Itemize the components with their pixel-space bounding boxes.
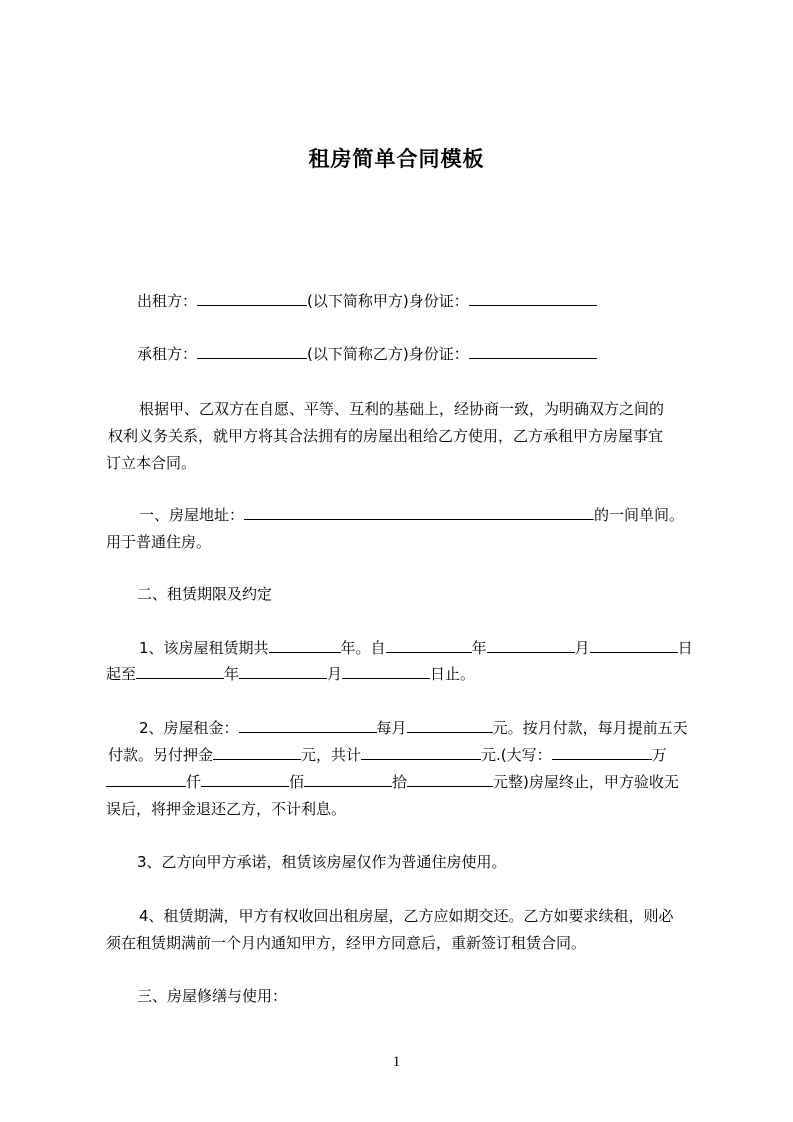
item2-text-g: 万 xyxy=(651,746,667,764)
intro-line-3: 订立本合同。 xyxy=(106,454,197,472)
section1-suffix: 的一间单间。 xyxy=(594,506,685,524)
item1-text-a: 1、该房屋租赁期共 xyxy=(139,639,269,657)
item1-text-g: 年 xyxy=(224,665,240,683)
lessee-suffix: (以下简称乙方)身份证： xyxy=(307,345,469,363)
item2-text-d: 付款。另付押金 xyxy=(108,746,214,764)
item4-line-1: 4、租赁期满，甲方有权收回出租房屋，乙方应如期交还。乙方如要求续租，则必 xyxy=(139,907,674,925)
end-day-blank xyxy=(342,664,430,679)
page-title: 租房简单合同模板 xyxy=(308,147,485,171)
item1-text-i: 日止。 xyxy=(430,665,476,683)
item4-line-2: 须在租赁期满前一个月内通知甲方，经甲方同意后，重新签订租赁合同。 xyxy=(106,934,587,952)
item1-line-2 xyxy=(106,664,475,684)
intro-line-2: 权利义务关系，就甲方将其合法拥有的房屋出租给乙方使用，乙方承租甲方房屋事宜 xyxy=(108,427,664,445)
end-year-blank xyxy=(136,664,224,679)
monthly-rent-blank xyxy=(407,718,493,733)
shi-blank xyxy=(304,772,392,787)
item2-text-h: 仟 xyxy=(186,773,202,791)
wan-blank xyxy=(552,745,652,760)
section1-prefix: 一、房屋地址： xyxy=(139,506,245,524)
item2-line-1 xyxy=(139,718,688,738)
address-blank xyxy=(244,505,594,520)
page-number: 1 xyxy=(392,1054,401,1070)
start-year-blank xyxy=(386,638,472,653)
item2-text-a: 2、房屋租金： xyxy=(139,719,239,737)
lessor-suffix: (以下简称甲方)身份证： xyxy=(307,292,469,310)
item2-line-3 xyxy=(106,772,679,792)
lessee-label: 承租方： xyxy=(137,345,198,363)
item1-text-h: 月 xyxy=(327,665,343,683)
item3-line: 3、乙方向甲方承诺，租赁该房屋仅作为普通住房使用。 xyxy=(137,853,507,871)
total-blank xyxy=(361,745,481,760)
item1-line-1 xyxy=(139,638,693,658)
deposit-blank xyxy=(213,745,301,760)
section3-heading: 三、房屋修缮与使用： xyxy=(137,987,288,1005)
term-years-blank xyxy=(269,638,341,653)
item2-line-2 xyxy=(108,745,667,765)
lessor-id-blank xyxy=(469,291,597,306)
section1-line-2: 用于普通住房。 xyxy=(106,533,212,551)
lessee-name-blank xyxy=(197,344,307,359)
lessor-label: 出租方： xyxy=(137,292,198,310)
start-month-blank xyxy=(487,638,575,653)
item2-text-j: 拾 xyxy=(392,773,408,791)
rent-blank xyxy=(239,718,377,733)
section1-address-line xyxy=(139,505,684,525)
lessor-name-blank xyxy=(197,291,307,306)
item2-text-b: 每月 xyxy=(376,719,407,737)
item2-text-k: 元整)房屋终止，甲方验收无 xyxy=(493,773,679,791)
item1-text-c: 年 xyxy=(471,639,487,657)
intro-line-1: 根据甲、乙双方在自愿、平等、互利的基础上，经协商一致，为明确双方之间的 xyxy=(139,400,665,418)
item2-text-e: 元，共计 xyxy=(301,746,362,764)
qian-blank xyxy=(106,772,186,787)
start-day-blank xyxy=(590,638,678,653)
lessor-line xyxy=(137,291,597,311)
item1-text-f: 起至 xyxy=(106,665,137,683)
item1-text-b: 年。自 xyxy=(340,639,386,657)
item2-text-c: 元。按月付款，每月提前五天 xyxy=(492,719,688,737)
section2-heading: 二、租赁期限及约定 xyxy=(137,585,273,603)
bai-blank xyxy=(201,772,289,787)
item2-text-i: 佰 xyxy=(289,773,305,791)
item1-text-e: 日 xyxy=(677,639,693,657)
yuan-blank xyxy=(407,772,493,787)
end-month-blank xyxy=(239,664,327,679)
lessee-line xyxy=(137,344,597,364)
lessee-id-blank xyxy=(469,344,597,359)
item1-text-d: 月 xyxy=(574,639,590,657)
item2-text-f: 元.(大写： xyxy=(481,746,552,764)
item2-line-4: 误后，将押金退还乙方，不计利息。 xyxy=(106,800,347,818)
